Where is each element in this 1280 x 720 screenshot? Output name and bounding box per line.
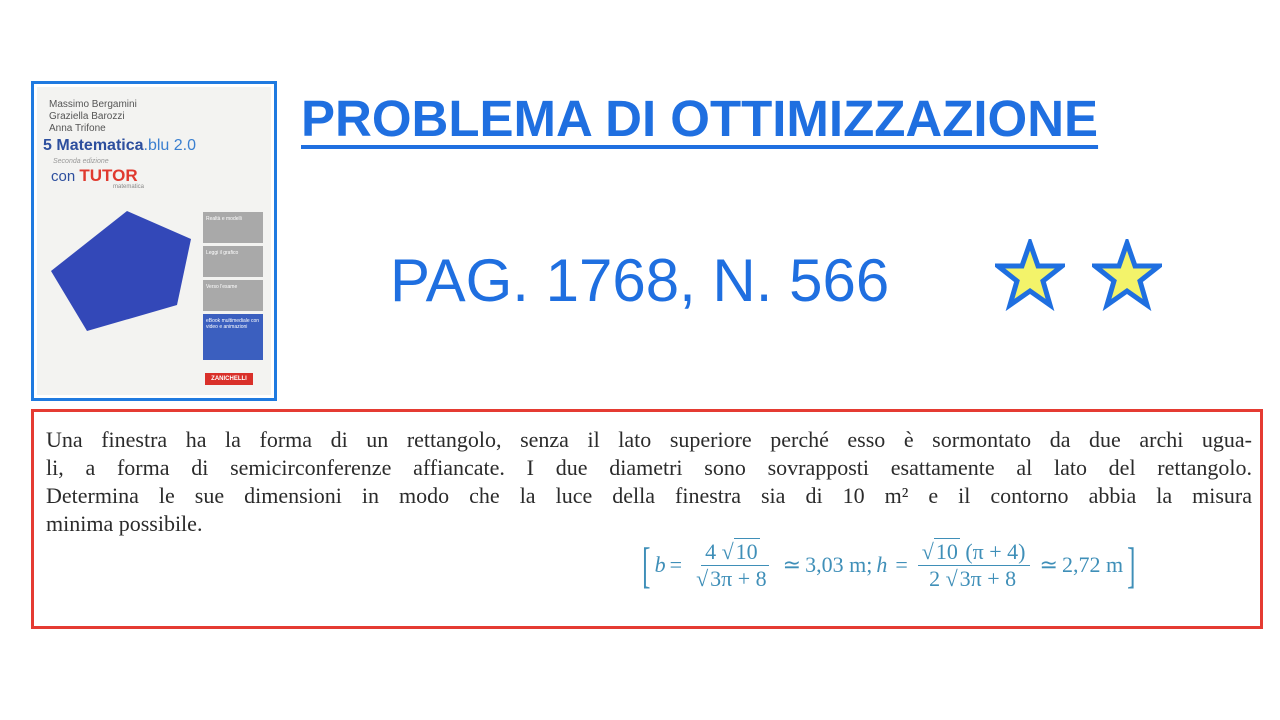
- feature-item: Verso l'esame: [203, 280, 263, 311]
- page-reference: PAG. 1768, N. 566: [390, 247, 890, 314]
- h-den-coef: 2: [929, 565, 941, 591]
- sqrt: √10: [721, 538, 758, 564]
- approx-sign: ≃: [1039, 552, 1058, 577]
- pentagon-shape: [49, 209, 199, 339]
- exercise-line: Una finestra ha la forma di un rettangolo, senza il lato superiore perché esso è sormontato da due archi ugua-: [46, 427, 1252, 452]
- feature-item: Realtà e modelli: [203, 212, 263, 243]
- exercise-line: li, a forma di semicirconferenze affiancate. I due diametri sono sovrapposti esattamente al lato del rettangolo.: [46, 455, 1252, 480]
- star-icon: [1092, 239, 1162, 311]
- h-denominator: [925, 566, 1022, 592]
- right-bracket: ]: [1127, 537, 1136, 593]
- exercise-line: Determina le sue dimensioni in modo che la luce della finestra sia di 10 m² e il contorno abbia la misura: [46, 483, 1252, 508]
- exercise-line: minima possibile.: [46, 511, 203, 536]
- star-icon: [995, 239, 1065, 311]
- book-edition: Seconda edizione: [53, 158, 109, 165]
- exercise-answer: [638, 534, 1140, 596]
- tutor-prefix: con: [51, 168, 76, 185]
- h-numerator: [918, 539, 1030, 566]
- book-title-suffix: .blu 2.0: [143, 137, 196, 154]
- h-fraction: [918, 539, 1030, 592]
- h-num-radicand: 10: [935, 538, 958, 564]
- book-features: [203, 212, 263, 363]
- feature-item-ebook: eBook multimediale con video e animazioni: [203, 314, 263, 360]
- tutor-word: TUTOR: [79, 166, 138, 185]
- author: Massimo Bergamini: [49, 99, 137, 110]
- feature-item: Leggi il grafico: [203, 246, 263, 277]
- book-title-name: Matematica: [56, 137, 144, 154]
- b-numerator: [701, 539, 764, 566]
- left-bracket: [: [642, 537, 651, 593]
- book-volume: 5: [43, 137, 52, 154]
- page-title: PROBLEMA DI OTTIMIZZAZIONE: [301, 90, 1099, 147]
- answer-b-var: b: [654, 552, 666, 577]
- b-num-radicand: 10: [735, 538, 758, 564]
- b-den-radicand: 3π + 8: [710, 565, 767, 591]
- approx-sign: ≃: [782, 552, 802, 577]
- tutor-logo: [51, 166, 138, 186]
- b-denominator: [692, 566, 773, 592]
- h-den-radicand: 3π + 8: [959, 565, 1017, 591]
- author: Anna Trifone: [49, 123, 106, 134]
- b-fraction: [692, 539, 773, 592]
- sqrt: √10: [921, 538, 958, 564]
- equals-sign: =: [895, 552, 908, 577]
- book-authors: [49, 99, 137, 135]
- book-title: [43, 137, 196, 155]
- exercise-box: [31, 409, 1263, 629]
- b-num-coef: 4: [705, 538, 717, 564]
- book-cover: [31, 81, 277, 401]
- sqrt: √3π + 8: [945, 565, 1017, 591]
- sqrt: √3π + 8: [696, 565, 767, 591]
- answer-b-value: 3,03 m;: [805, 552, 873, 577]
- author: Graziella Barozzi: [49, 111, 125, 122]
- publisher-logo: ZANICHELLI: [205, 373, 253, 385]
- answer-h-value: 2,72 m: [1061, 552, 1124, 577]
- answer-h-var: h: [876, 552, 888, 577]
- exercise-text: [46, 426, 1252, 538]
- book-cover-art: [37, 87, 271, 395]
- tutor-subtitle: matematica: [113, 184, 145, 190]
- h-num-tail: (π + 4): [959, 538, 1026, 564]
- equals-sign: =: [669, 552, 683, 577]
